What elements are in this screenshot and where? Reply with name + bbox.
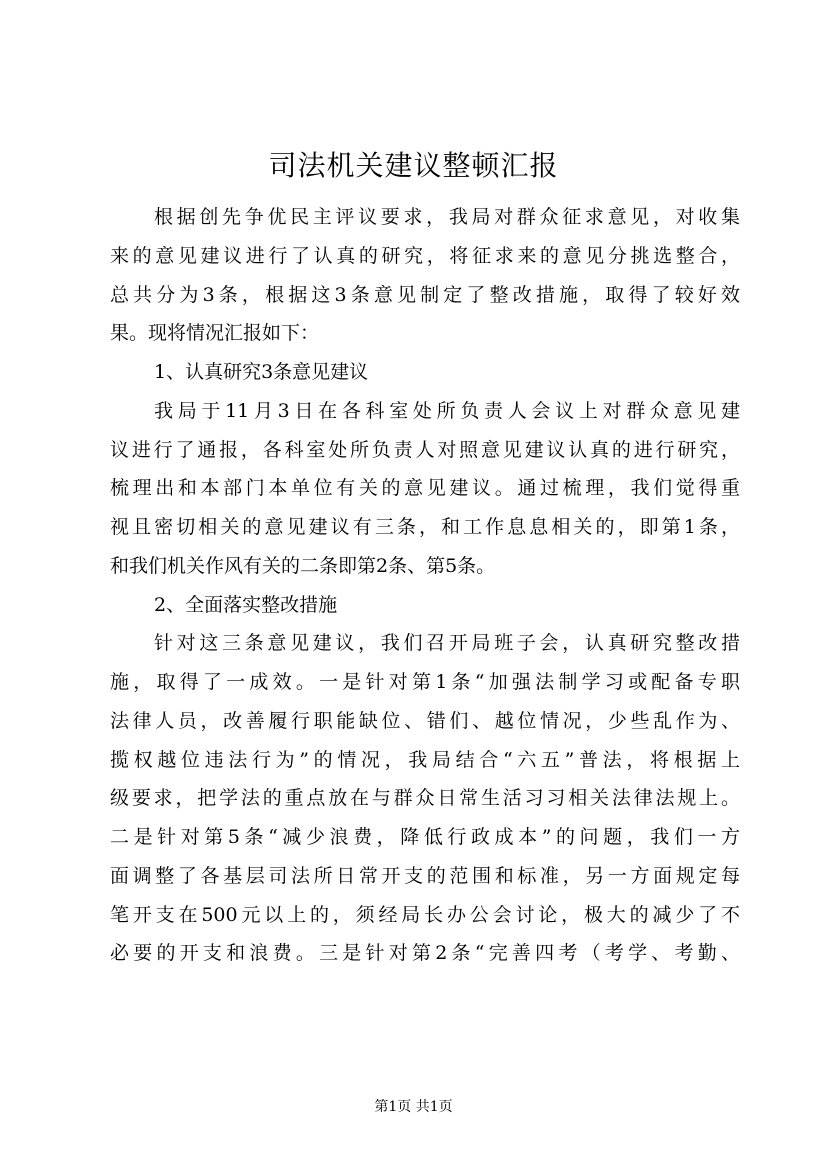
paragraph-line: 梳理出和本部门本单位有关的意见建议。通过梳理，我们觉得重	[110, 477, 740, 500]
paragraph-line: 针对这三条意见建议，我们召开局班子会，认真研究整改措	[154, 632, 740, 655]
paragraph-line: 和我们机关作风有关的二条即第2条、第5条。	[110, 554, 496, 577]
page-number: 第1页 共1页	[374, 1099, 453, 1115]
paragraph-line: 果。现将情况汇报如下：	[110, 322, 320, 345]
document-title: 司法机关建议整顿汇报	[268, 149, 559, 182]
section-heading: 2、全面落实整改措施	[154, 593, 338, 616]
paragraph-line: 笔开支在500元以上的，须经局长办公会讨论，极大的减少了不	[110, 903, 740, 926]
section-heading: 1、认真研究3条意见建议	[154, 361, 369, 383]
paragraph-line: 必要的开支和浪费。三是针对第2条“完善四考（考学、考勤、	[110, 942, 740, 965]
paragraph-line: 揽权越位违法行为”的情况，我局结合“六五”普法，将根据上	[110, 748, 740, 771]
paragraph-line: 我局于11月3日在各科室处所负责人会议上对群众意见建	[154, 399, 740, 422]
paragraph-line: 二是针对第5条“减少浪费，降低行政成本”的问题，我们一方	[110, 826, 740, 848]
paragraph-line: 级要求，把学法的重点放在与群众日常生活习习相关法律法规上。	[110, 787, 740, 810]
paragraph-line: 施，取得了一成效。一是针对第1条“加强法制学习或配备专职	[110, 671, 740, 693]
paragraph-line: 法律人员，改善履行职能缺位、错们、越位情况，少些乱作为、	[110, 709, 740, 732]
paragraph-line: 视且密切相关的意见建议有三条，和工作息息相关的，即第1条，	[110, 516, 740, 538]
document-body	[110, 198, 740, 973]
paragraph-line: 议进行了通报，各科室处所负责人对照意见建议认真的进行研究，	[110, 438, 740, 461]
paragraph-line: 根据创先争优民主评议要求，我局对群众征求意见，对收集	[154, 206, 740, 228]
paragraph-line: 来的意见建议进行了认真的研究，将征求来的意见分挑选整合，	[110, 244, 740, 267]
paragraph-line: 面调整了各基层司法所日常开支的范围和标准，另一方面规定每	[110, 864, 740, 887]
paragraph-line: 总共分为3条，根据这3条意见制定了整改措施，取得了较好效	[110, 283, 740, 306]
